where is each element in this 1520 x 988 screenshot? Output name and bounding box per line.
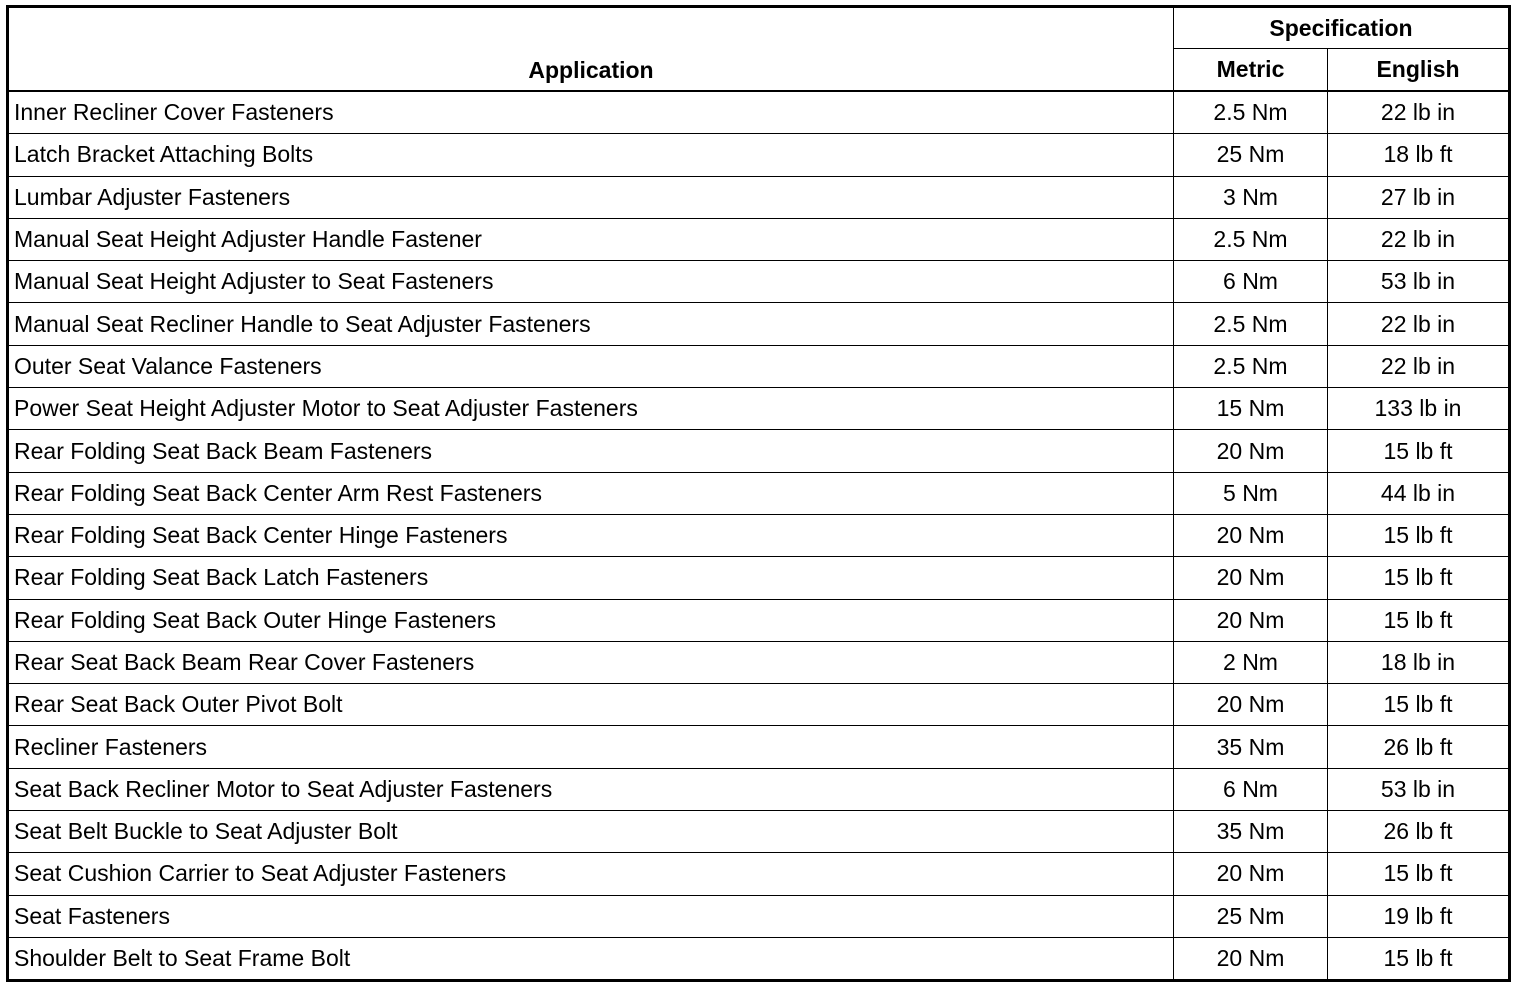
metric-value-cell: 2.5 Nm	[1174, 303, 1328, 345]
english-value-cell: 15 lb ft	[1328, 937, 1510, 980]
table-row	[8, 726, 1510, 768]
table-row	[8, 218, 1510, 260]
table-row	[8, 176, 1510, 218]
english-value-cell: 133 lb in	[1328, 388, 1510, 430]
metric-value-cell: 20 Nm	[1174, 684, 1328, 726]
english-value-cell: 26 lb ft	[1328, 726, 1510, 768]
table-row	[8, 388, 1510, 430]
application-cell: Rear Seat Back Beam Rear Cover Fasteners	[8, 641, 1174, 683]
table-row	[8, 895, 1510, 937]
table-row	[8, 261, 1510, 303]
table-row	[8, 937, 1510, 980]
metric-value-cell: 15 Nm	[1174, 388, 1328, 430]
table-row	[8, 599, 1510, 641]
table-header	[8, 7, 1510, 92]
table-row	[8, 472, 1510, 514]
english-value-cell: 44 lb in	[1328, 472, 1510, 514]
english-value-cell: 19 lb ft	[1328, 895, 1510, 937]
application-cell: Rear Folding Seat Back Beam Fasteners	[8, 430, 1174, 472]
application-cell: Seat Belt Buckle to Seat Adjuster Bolt	[8, 811, 1174, 853]
english-value-cell: 15 lb ft	[1328, 599, 1510, 641]
english-value-cell: 53 lb in	[1328, 768, 1510, 810]
application-cell: Lumbar Adjuster Fasteners	[8, 176, 1174, 218]
metric-value-cell: 20 Nm	[1174, 557, 1328, 599]
table-row	[8, 134, 1510, 176]
application-cell: Rear Folding Seat Back Latch Fasteners	[8, 557, 1174, 599]
application-cell: Outer Seat Valance Fasteners	[8, 345, 1174, 387]
english-value-cell: 27 lb in	[1328, 176, 1510, 218]
english-value-cell: 15 lb ft	[1328, 557, 1510, 599]
metric-value-cell: 20 Nm	[1174, 430, 1328, 472]
metric-value-cell: 5 Nm	[1174, 472, 1328, 514]
table-row	[8, 641, 1510, 683]
application-cell: Manual Seat Height Adjuster to Seat Fasteners	[8, 261, 1174, 303]
application-cell: Manual Seat Height Adjuster Handle Fastener	[8, 218, 1174, 260]
metric-value-cell: 20 Nm	[1174, 937, 1328, 980]
english-value-cell: 18 lb ft	[1328, 134, 1510, 176]
application-column-header: Application	[8, 7, 1174, 92]
table-row	[8, 303, 1510, 345]
metric-value-cell: 2.5 Nm	[1174, 345, 1328, 387]
english-value-cell: 26 lb ft	[1328, 811, 1510, 853]
table-row	[8, 853, 1510, 895]
application-cell: Seat Back Recliner Motor to Seat Adjuster Fasteners	[8, 768, 1174, 810]
specification-column-group-header: Specification	[1174, 7, 1510, 49]
english-value-cell: 15 lb ft	[1328, 684, 1510, 726]
english-column-header: English	[1328, 49, 1510, 92]
fastener-torque-specification-table	[6, 5, 1511, 982]
english-value-cell: 22 lb in	[1328, 91, 1510, 134]
application-cell: Inner Recliner Cover Fasteners	[8, 91, 1174, 134]
table-row	[8, 768, 1510, 810]
application-cell: Seat Cushion Carrier to Seat Adjuster Fasteners	[8, 853, 1174, 895]
metric-value-cell: 20 Nm	[1174, 853, 1328, 895]
metric-value-cell: 25 Nm	[1174, 134, 1328, 176]
metric-value-cell: 20 Nm	[1174, 599, 1328, 641]
metric-value-cell: 25 Nm	[1174, 895, 1328, 937]
application-cell: Rear Folding Seat Back Center Hinge Fasteners	[8, 514, 1174, 556]
metric-value-cell: 3 Nm	[1174, 176, 1328, 218]
table-row	[8, 345, 1510, 387]
english-value-cell: 15 lb ft	[1328, 514, 1510, 556]
application-cell: Rear Folding Seat Back Center Arm Rest Fasteners	[8, 472, 1174, 514]
english-value-cell: 15 lb ft	[1328, 853, 1510, 895]
table-row	[8, 811, 1510, 853]
english-value-cell: 22 lb in	[1328, 218, 1510, 260]
metric-value-cell: 20 Nm	[1174, 514, 1328, 556]
english-value-cell: 22 lb in	[1328, 303, 1510, 345]
english-value-cell: 18 lb in	[1328, 641, 1510, 683]
application-cell: Latch Bracket Attaching Bolts	[8, 134, 1174, 176]
application-cell: Power Seat Height Adjuster Motor to Seat Adjuster Fasteners	[8, 388, 1174, 430]
application-cell: Manual Seat Recliner Handle to Seat Adjuster Fasteners	[8, 303, 1174, 345]
english-value-cell: 22 lb in	[1328, 345, 1510, 387]
metric-column-header: Metric	[1174, 49, 1328, 92]
table-row	[8, 514, 1510, 556]
table-row	[8, 557, 1510, 599]
application-cell: Shoulder Belt to Seat Frame Bolt	[8, 937, 1174, 980]
table-row	[8, 684, 1510, 726]
english-value-cell: 53 lb in	[1328, 261, 1510, 303]
application-cell: Rear Folding Seat Back Outer Hinge Fasteners	[8, 599, 1174, 641]
application-cell: Recliner Fasteners	[8, 726, 1174, 768]
metric-value-cell: 2.5 Nm	[1174, 91, 1328, 134]
table-body	[8, 91, 1510, 981]
header-row-top	[8, 7, 1510, 49]
table-row	[8, 91, 1510, 134]
metric-value-cell: 6 Nm	[1174, 768, 1328, 810]
metric-value-cell: 35 Nm	[1174, 726, 1328, 768]
metric-value-cell: 35 Nm	[1174, 811, 1328, 853]
application-cell: Seat Fasteners	[8, 895, 1174, 937]
metric-value-cell: 6 Nm	[1174, 261, 1328, 303]
english-value-cell: 15 lb ft	[1328, 430, 1510, 472]
application-cell: Rear Seat Back Outer Pivot Bolt	[8, 684, 1174, 726]
table-row	[8, 430, 1510, 472]
metric-value-cell: 2 Nm	[1174, 641, 1328, 683]
metric-value-cell: 2.5 Nm	[1174, 218, 1328, 260]
